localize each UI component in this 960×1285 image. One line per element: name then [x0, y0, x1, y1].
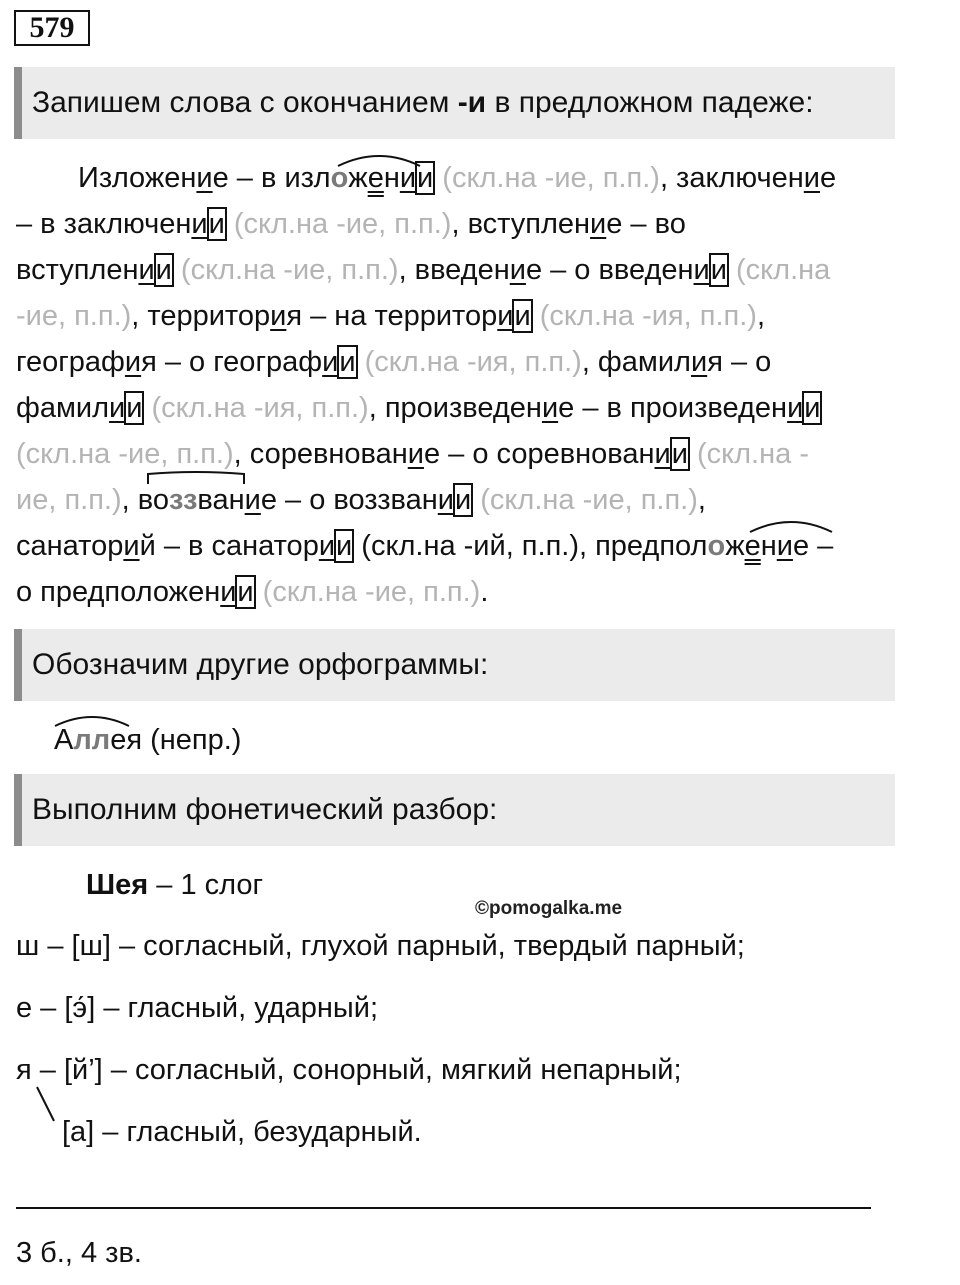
section-heading-case — [14, 67, 895, 139]
para-line-9: санаторий – в санатории (скл.на -ий, п.п.), предположение – — [16, 530, 834, 562]
watermark: ©pomogalka.me — [475, 898, 623, 919]
para-line-6: фамилии (скл.на -ия, п.п.), произведение – в произведении — [16, 392, 821, 424]
para-line-8: ие, п.п.), воззвание – о воззвании (скл.на -ие, п.п.), — [16, 484, 706, 516]
spelling-word: Аллея (непр.) — [54, 724, 242, 756]
ending-box: и — [804, 392, 821, 424]
phonetic-row: е – [э́] – гласный, ударный; — [16, 992, 379, 1024]
section-heading-spelling: Обозначим другие орфограммы: — [14, 629, 895, 701]
para-line-7: (скл.на -ие, п.п.), соревнование – о соревновании (скл.на - — [16, 438, 809, 470]
exercise-number: 579 — [14, 10, 90, 46]
phonetic-row: ш – [ш] – согласный, глухой парный, твердый парный; — [16, 930, 745, 962]
section-heading-phonetic: Выполним фонетический разбор: — [14, 774, 895, 846]
phonetic-row: я – [й’] – согласный, сонорный, мягкий непарный; — [16, 1054, 682, 1086]
para-line-10: о предположении (скл.на -ие, п.п.). — [16, 576, 489, 608]
para-line-5: география – о географии (скл.на -ия, п.п.), фамилия – о — [16, 346, 772, 378]
ending-box: и — [710, 254, 727, 286]
divider-line — [16, 1207, 871, 1209]
ending-box: и — [417, 162, 434, 194]
ending-box: и — [126, 392, 143, 424]
heading-text: Запишем слова с окончанием — [32, 86, 458, 119]
para-line-3: вступлении (скл.на -ие, п.п.), введение – о введении (скл.на — [16, 254, 831, 286]
ending-box: и — [155, 254, 172, 286]
heading-ending: -и — [457, 86, 487, 119]
ending-box: и — [671, 438, 688, 470]
para-line-2: – в заключении (скл.на -ие, п.п.), вступление – во — [16, 208, 686, 240]
ending-box: и — [514, 300, 531, 332]
ending-box: и — [454, 484, 472, 516]
ending-box: и — [339, 346, 356, 378]
ending-box: и — [208, 208, 225, 240]
syllable-count: – 1 слог — [148, 869, 264, 901]
ending-box: и — [336, 530, 353, 562]
branch-line — [34, 1085, 58, 1125]
para-line-4: -ие, п.п.), территория – на территории (скл.на -ия, п.п.), — [16, 300, 765, 332]
heading-text-end: в предложном падеже: — [486, 86, 814, 119]
phonetic-row: [а] – гласный, безударный. — [62, 1116, 422, 1148]
analyzed-word: Шея — [86, 869, 149, 901]
phonetic-word — [86, 865, 263, 905]
para-line-1: Изложение – в изложении (скл.на -ие, п.п.), заключение — [78, 162, 837, 194]
ending-box: и — [237, 576, 254, 608]
summary: 3 б., 4 зв. — [16, 1237, 142, 1269]
